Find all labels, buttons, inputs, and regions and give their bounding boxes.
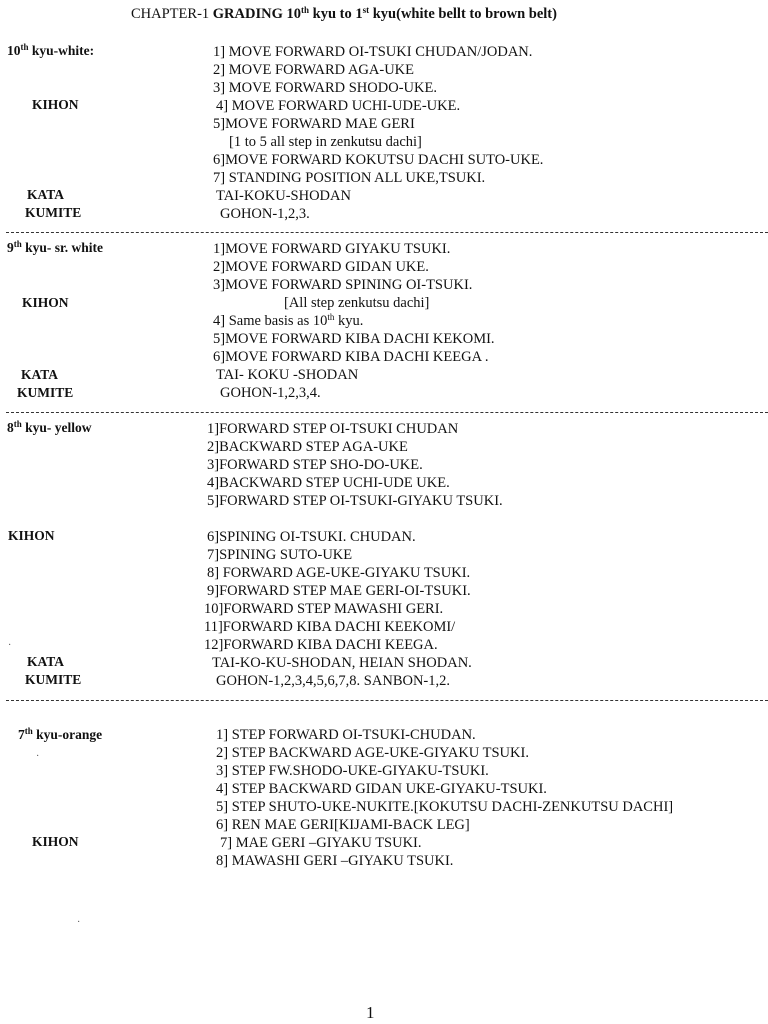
kumite-value: GOHON-1,2,3,4.: [220, 385, 321, 401]
section-label-kata: KATA: [27, 654, 64, 669]
technique-line: 9]FORWARD STEP MAE GERI-OI-TSUKI.: [207, 583, 471, 599]
section-label-kata: KATA: [27, 187, 64, 202]
technique-line: 8] FORWARD AGE-UKE-GIYAKU TSUKI.: [207, 565, 471, 581]
scan-speck: ·: [8, 640, 12, 651]
technique-line: 1] STEP FORWARD OI-TSUKI-CHUDAN.: [216, 727, 476, 743]
technique-line: 2]MOVE FORWARD GIDAN UKE.: [213, 259, 429, 275]
technique-line: 3]FORWARD STEP SHO-DO-UKE.: [207, 457, 423, 473]
technique-line: 8] MAWASHI GERI –GIYAKU TSUKI.: [216, 853, 454, 869]
technique-line: 7] MAE GERI –GIYAKU TSUKI.: [220, 835, 422, 851]
section-label-kihon: KIHON: [8, 528, 55, 543]
level-heading-10th-kyu: 10th kyu-white:: [7, 42, 95, 58]
section-label-kumite: KUMITE: [17, 385, 74, 400]
kata-value: TAI- KOKU -SHODAN: [216, 367, 359, 383]
technique-line: 1]FORWARD STEP OI-TSUKI CHUDAN: [207, 421, 459, 437]
technique-line: 6]SPINING OI-TSUKI. CHUDAN.: [207, 529, 416, 545]
section-label-kata: KATA: [21, 367, 58, 382]
technique-line: 4] MOVE FORWARD UCHI-UDE-UKE.: [216, 98, 461, 114]
section-divider: [6, 232, 768, 233]
technique-line: 4]BACKWARD STEP UCHI-UDE UKE.: [207, 475, 450, 491]
technique-line: 4] Same basis as 10th kyu.: [213, 312, 364, 329]
level-heading-9th-kyu: 9th kyu- sr. white: [7, 239, 104, 255]
scan-speck: ·: [36, 751, 40, 762]
technique-line: 2] MOVE FORWARD AGA-UKE: [213, 62, 414, 78]
page-title: CHAPTER-1 GRADING 10th kyu to 1st kyu(white bellt to brown belt): [131, 5, 557, 22]
section-label-kihon: KIHON: [32, 834, 79, 849]
technique-line: 4] STEP BACKWARD GIDAN UKE-GIYAKU-TSUKI.: [216, 781, 547, 797]
level-heading-7th-kyu: 7th kyu-orange: [18, 726, 103, 742]
technique-line: 3] MOVE FORWARD SHODO-UKE.: [213, 80, 437, 96]
technique-line: 10]FORWARD STEP MAWASHI GERI.: [204, 601, 444, 617]
section-label-kumite: KUMITE: [25, 672, 82, 687]
technique-note: [1 to 5 all step in zenkutsu dachi]: [229, 134, 422, 150]
technique-line: 5]MOVE FORWARD KIBA DACHI KEKOMI.: [213, 331, 495, 347]
level-heading-8th-kyu: 8th kyu- yellow: [7, 419, 92, 435]
technique-line: 2] STEP BACKWARD AGE-UKE-GIYAKU TSUKI.: [216, 745, 529, 761]
kumite-value: GOHON-1,2,3.: [220, 206, 310, 222]
technique-line: 3]MOVE FORWARD SPINING OI-TSUKI.: [213, 277, 473, 293]
technique-line: 7]SPINING SUTO-UKE: [207, 547, 353, 563]
section-divider: [6, 412, 768, 413]
technique-line: 6] REN MAE GERI[KIJAMI-BACK LEG]: [216, 817, 470, 833]
technique-line: 5] STEP SHUTO-UKE-NUKITE.[KOKUTSU DACHI-ZENKUTSU DACHI]: [216, 799, 674, 815]
technique-line: 6]MOVE FORWARD KOKUTSU DACHI SUTO-UKE.: [213, 152, 544, 168]
section-label-kihon: KIHON: [22, 295, 69, 310]
technique-line: 6]MOVE FORWARD KIBA DACHI KEEGA .: [213, 349, 489, 365]
section-label-kumite: KUMITE: [25, 205, 82, 220]
section-label-kihon: KIHON: [32, 97, 79, 112]
technique-line: 11]FORWARD KIBA DACHI KEEKOMI/: [204, 619, 456, 635]
kumite-value: GOHON-1,2,3,4,5,6,7,8. SANBON-1,2.: [216, 673, 451, 689]
technique-line: 1] MOVE FORWARD OI-TSUKI CHUDAN/JODAN.: [213, 44, 533, 60]
technique-line: 7] STANDING POSITION ALL UKE,TSUKI.: [213, 170, 486, 186]
technique-line: 5]MOVE FORWARD MAE GERI: [213, 116, 415, 132]
technique-line: 2]BACKWARD STEP AGA-UKE: [207, 439, 408, 455]
scan-speck: ·: [77, 917, 81, 928]
technique-line: 12]FORWARD KIBA DACHI KEEGA.: [204, 637, 438, 653]
kata-value: TAI-KOKU-SHODAN: [216, 188, 351, 204]
kata-value: TAI-KO-KU-SHODAN, HEIAN SHODAN.: [212, 655, 472, 671]
technique-line: 1]MOVE FORWARD GIYAKU TSUKI.: [213, 241, 451, 257]
technique-note: [All step zenkutsu dachi]: [284, 295, 430, 311]
section-divider: [6, 700, 768, 701]
technique-line: 3] STEP FW.SHODO-UKE-GIYAKU-TSUKI.: [216, 763, 489, 779]
page-number: 1: [366, 1003, 375, 1022]
technique-line: 5]FORWARD STEP OI-TSUKI-GIYAKU TSUKI.: [207, 493, 503, 509]
